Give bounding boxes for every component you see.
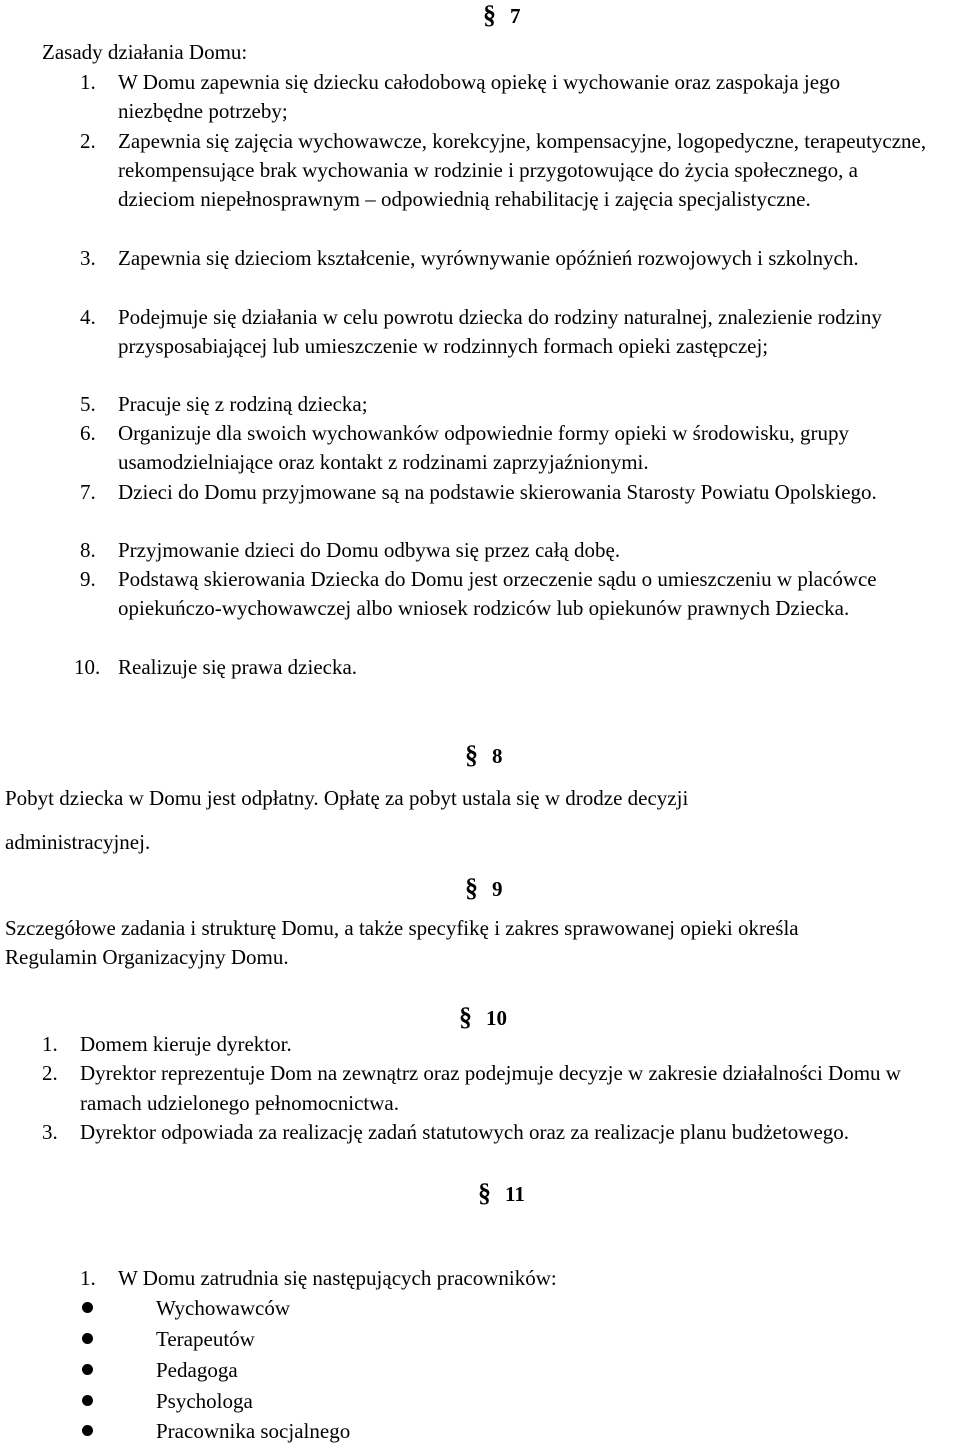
section-number: 11 <box>505 1182 525 1206</box>
item-text: Realizuje się prawa dziecka. <box>118 655 358 679</box>
list-item <box>80 536 930 565</box>
paragraph-sign: § <box>483 0 496 29</box>
bullet-item <box>118 1293 290 1323</box>
list-item <box>80 1264 930 1293</box>
item-number: 2. <box>42 1061 58 1085</box>
item-number: 1. <box>80 1266 96 1290</box>
section-9-heading <box>465 873 503 904</box>
list-item <box>80 565 930 623</box>
item-text: Zapewnia się dzieciom kształcenie, wyrównywanie opóźnień rozwojowych i szkolnych. <box>118 246 859 270</box>
item-text: Podstawą skierowania Dziecka do Domu jest orzeczenie sądu o umieszczeniu w placówce opiekuńczo-wychowawczej albo wniosek rodziców lub opiekunów prawnych Dziecka. <box>118 567 877 621</box>
item-text: W Domu zapewnia się dziecku całodobową opiekę i wychowanie oraz zaspokaja jego niezbędne potrzeby; <box>118 70 841 124</box>
list-item <box>42 1118 922 1148</box>
item-text: Domem kieruje dyrektor. <box>80 1032 292 1056</box>
item-number: 3. <box>80 246 96 270</box>
bullet-item <box>118 1386 253 1416</box>
bullet-item <box>118 1324 255 1354</box>
list-item <box>80 390 930 419</box>
section-10-heading <box>459 1002 507 1033</box>
paragraph-sign: § <box>478 1178 491 1207</box>
item-number: 8. <box>80 538 96 562</box>
bullet-text: Wychowawców <box>156 1296 291 1320</box>
section-9-text-line: Szczegółowe zadania i strukturę Domu, a także specyfikę i zakres sprawowanej opieki określa <box>5 916 799 940</box>
item-number: 6. <box>80 421 96 445</box>
bullet-item <box>118 1355 238 1385</box>
list-item <box>80 419 930 477</box>
paragraph-sign: § <box>465 740 478 769</box>
section-number: 8 <box>492 744 503 768</box>
section-8-text-line: Pobyt dziecka w Domu jest odpłatny. Opłatę za pobyt ustala się w drodze decyzji <box>5 786 689 810</box>
item-text: Dyrektor odpowiada za realizację zadań statutowych oraz za realizacje planu budżetowego. <box>80 1120 850 1144</box>
list-item <box>42 1059 922 1118</box>
item-text: Pracuje się z rodziną dziecka; <box>118 392 368 416</box>
item-text: Przyjmowanie dzieci do Domu odbywa się przez całą dobę. <box>118 538 621 562</box>
item-number: 9. <box>80 567 96 591</box>
section-number: 9 <box>492 877 503 901</box>
section-7-intro: Zasady działania Domu: <box>42 40 248 64</box>
section-9-text-line: Regulamin Organizacyjny Domu. <box>5 945 289 969</box>
section-8-text-line: administracyjnej. <box>5 830 151 854</box>
list-item <box>80 127 930 215</box>
item-text: Dzieci do Domu przyjmowane są na podstawie skierowania Starosty Powiatu Opolskiego. <box>118 480 877 504</box>
item-number: 3. <box>42 1120 58 1144</box>
list-item <box>74 653 930 682</box>
section-11-heading <box>478 1178 525 1209</box>
item-text: Zapewnia się zajęcia wychowawcze, korekcyjne, kompensacyjne, logopedyczne, terapeutyczne, rekompensujące brak wychowania w rodzinie i przygotowujące do życia społecznego, a dzieciom niepełnosprawnym – odpowiednią rehabilitację i zajęcia specjalistyczne. <box>118 129 927 212</box>
paragraph-sign: § <box>459 1002 472 1031</box>
item-number: 1. <box>42 1032 58 1056</box>
bullet-item <box>118 1416 350 1446</box>
list-item <box>80 244 930 273</box>
bullet-text: Pedagoga <box>156 1358 238 1382</box>
item-number: 7. <box>80 480 96 504</box>
item-number: 4. <box>80 305 96 329</box>
item-text: Organizuje dla swoich wychowanków odpowiednie formy opieki w środowisku, grupy usamodzielniające oraz kontakt z rodzinami zaprzyjaźnionymi. <box>118 421 849 475</box>
section-number: 7 <box>510 4 521 28</box>
bullet-text: Terapeutów <box>156 1327 255 1351</box>
list-item <box>80 478 930 507</box>
item-text: Dyrektor reprezentuje Dom na zewnątrz oraz podejmuje decyzje w zakresie działalności Domu w ramach udzielonego pełnomocnictwa. <box>80 1061 901 1115</box>
bullet-text: Psychologa <box>156 1389 253 1413</box>
item-number: 2. <box>80 129 96 153</box>
list-item <box>80 303 930 361</box>
item-text: Podejmuje się działania w celu powrotu dziecka do rodziny naturalnej, znalezienie rodziny przysposabiającej lub umieszczenie w rodzinnych formach opieki zastępczej; <box>118 305 882 359</box>
bullet-text: Pracownika socjalnego <box>156 1419 351 1443</box>
item-text: W Domu zatrudnia się następujących pracowników: <box>118 1266 557 1290</box>
section-8-heading <box>465 740 503 771</box>
list-item <box>80 68 930 126</box>
list-item <box>42 1030 922 1060</box>
item-number: 1. <box>80 70 96 94</box>
section-7-heading <box>483 0 521 31</box>
section-number: 10 <box>486 1006 507 1030</box>
item-number: 5. <box>80 392 96 416</box>
paragraph-sign: § <box>465 873 478 902</box>
item-number: 10. <box>74 655 101 679</box>
